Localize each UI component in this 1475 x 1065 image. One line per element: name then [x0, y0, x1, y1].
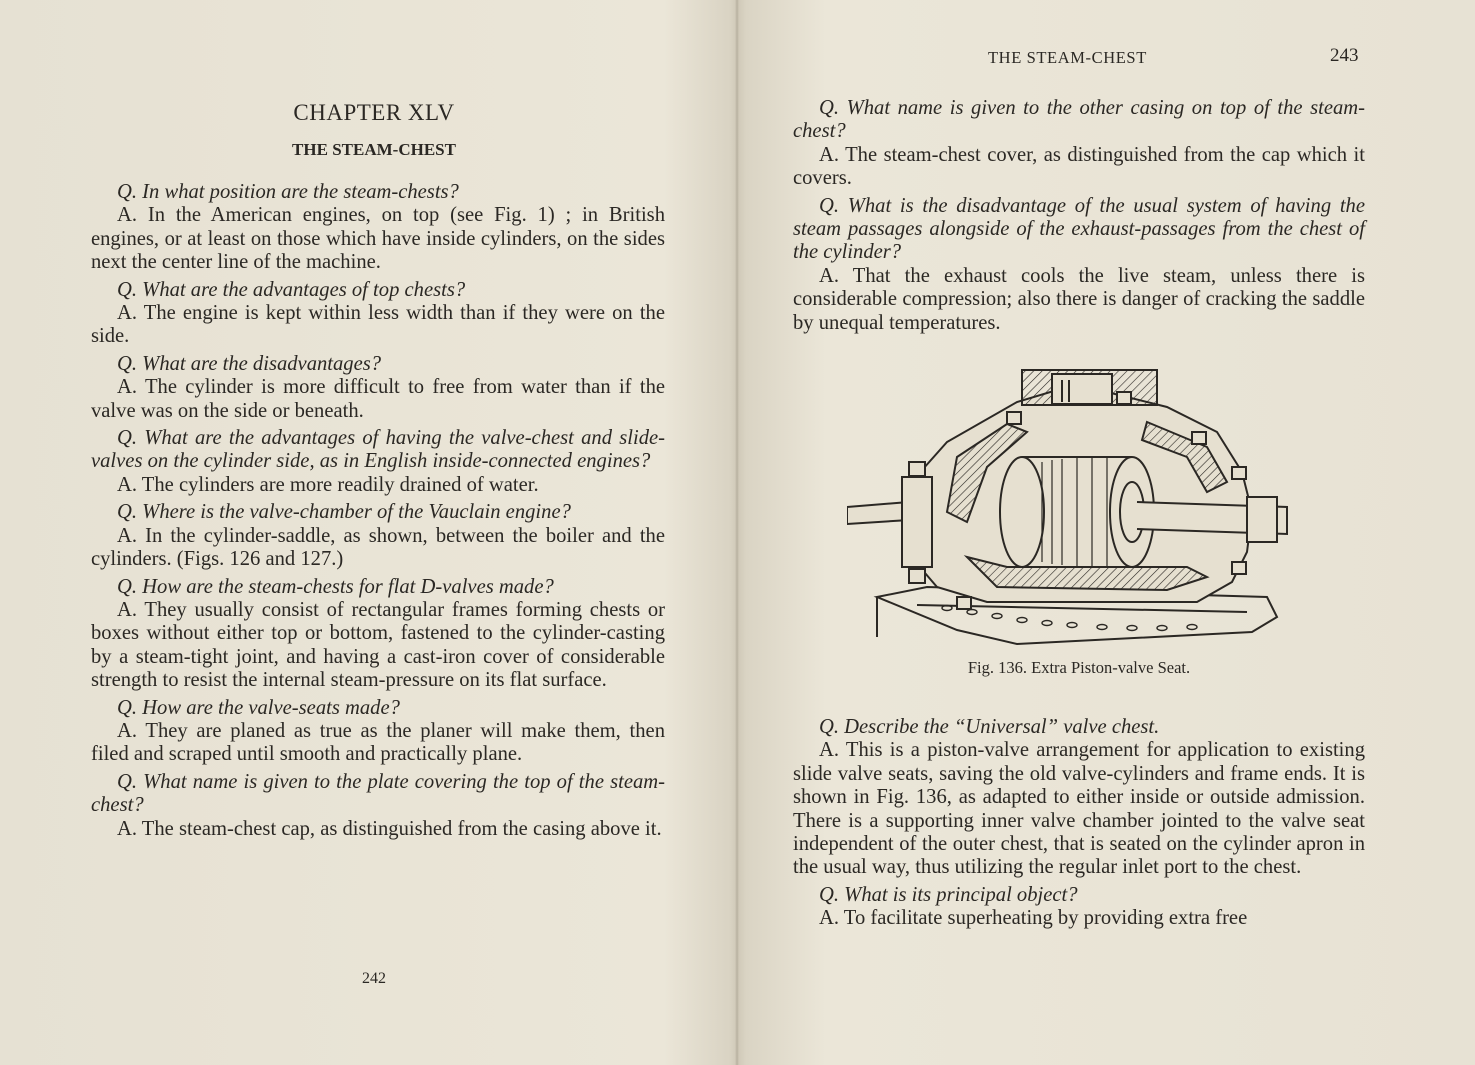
- page-number-right: 243: [1330, 45, 1359, 66]
- question-paragraph: Q. What is the disadvantage of the usual system of having the steam passages alongside of the exhaust-passages from the chest of the cylinder?: [793, 194, 1365, 264]
- right-page-body-top: [793, 93, 1365, 335]
- answer-paragraph: A. In the cylinder-saddle, as shown, between the boiler and the cylinders. (Figs. 126 and 127.): [91, 524, 665, 571]
- left-page-body: [91, 177, 665, 841]
- question-paragraph: Q. How are the steam-chests for flat D-valves made?: [117, 575, 554, 598]
- question-paragraph: Q. What name is given to the other casing on top of the steam-chest?: [793, 97, 1365, 143]
- answer-paragraph: A. The cylinder is more difficult to free from water than if the valve was on the side or beneath.: [91, 376, 665, 422]
- steam-chest-illustration: [847, 362, 1307, 652]
- running-head: THE STEAM-CHEST: [988, 48, 1147, 67]
- answer-paragraph: A. This is a piston-valve arrangement for application to existing slide valve seats, saving the old valve-cylinders and frame ends. It is shown in Fig. 136, as adapted to either inside or outside admission. There is a supporting inner valve chamber jointed to the valve seat independent of the outer chest, that is seated on the cylinder apron in the usual way, thus utilizing the regular inlet port to the chest.: [793, 739, 1365, 879]
- chapter-heading: CHAPTER XLV: [293, 100, 455, 125]
- question-paragraph: Q. What are the advantages of having the valve-chest and slide-valves on the cylinder side, as in English inside-connected engines?: [91, 427, 665, 473]
- answer-paragraph: A. The engine is kept within less width than if they were on the side.: [91, 302, 665, 348]
- page-number-left: 242: [362, 970, 386, 987]
- question-paragraph: Q. How are the valve-seats made?: [117, 696, 400, 719]
- right-page: [737, 0, 1475, 1065]
- answer-paragraph: A. The cylinders are more readily drained of water.: [117, 473, 539, 496]
- question-paragraph: Q. In what position are the steam-chests?: [117, 181, 459, 203]
- question-paragraph: Q. What name is given to the plate covering the top of the steam-chest?: [91, 770, 665, 817]
- question-paragraph: Q. What is its principal object?: [819, 883, 1078, 906]
- chapter-subtitle: THE STEAM-CHEST: [292, 140, 456, 159]
- question-paragraph: Q. What are the disadvantages?: [117, 352, 382, 375]
- answer-paragraph: A. That the exhaust cools the live steam, unless there is considerable compression; also there is danger of cracking the saddle by unequal temperatures.: [793, 264, 1365, 334]
- answer-paragraph: A. They are planed as true as the planer will make them, then filed and scraped until smooth and practically plane.: [91, 719, 665, 766]
- answer-paragraph: A. To facilitate superheating by providing extra free: [819, 907, 1248, 930]
- answer-paragraph: A. In the American engines, on top (see Fig. 1) ; in British engines, or at least on those which have inside cylinders, on the sides next the center line of the machine.: [91, 204, 665, 274]
- figure-caption: Fig. 136. Extra Piston-valve Seat.: [967, 658, 1191, 677]
- answer-paragraph: A. They usually consist of rectangular frames forming chests or boxes without either top or bottom, fastened to the cylinder-casting by a steam-tight joint, and having a cast-iron cover of considerable strength to resist the internal steam-pressure on its flat surface.: [91, 598, 665, 692]
- left-page: [0, 0, 737, 1065]
- question-paragraph: Q. Describe the “Universal” valve chest.: [819, 716, 1160, 738]
- right-page-body-bottom: [793, 712, 1365, 931]
- answer-paragraph: A. The steam-chest cap, as distinguished from the casing above it.: [117, 817, 662, 840]
- answer-paragraph: A. The steam-chest cover, as distinguished from the cap which it covers.: [793, 143, 1365, 190]
- question-paragraph: Q. Where is the valve-chamber of the Vauclain engine?: [117, 501, 571, 524]
- question-paragraph: Q. What are the advantages of top chests?: [117, 278, 466, 301]
